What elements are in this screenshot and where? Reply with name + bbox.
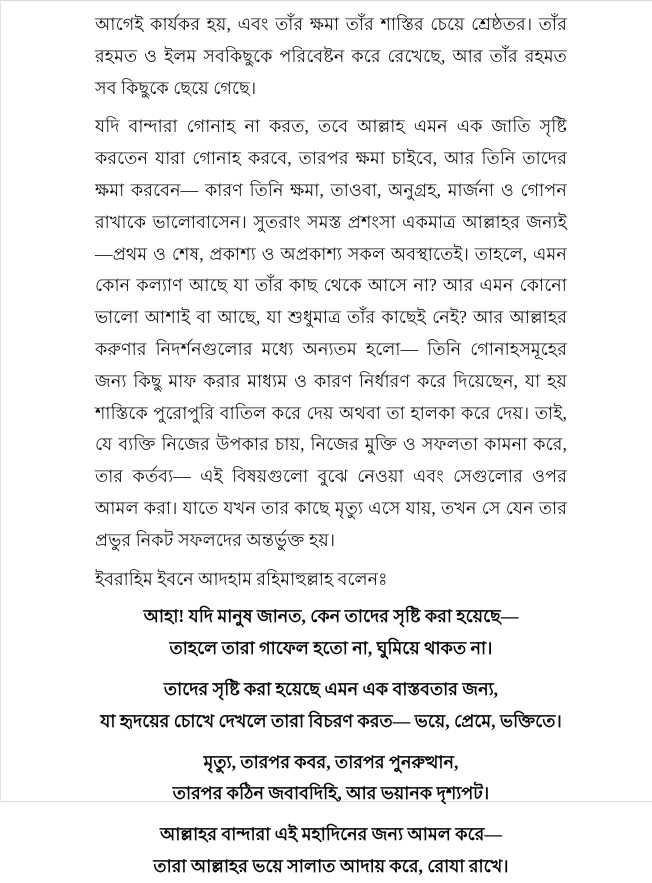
body-paragraph-1: আগেই কার্যকর হয়, এবং তাঁর ক্ষমা তাঁর শাস্তির চেয়ে শ্রেষ্ঠতর। তাঁর রহমত ও ইলম সবকিছুকে পরিবেষ্টন করে রেখেছে, আর তাঁর রহমত সব কিছুকে ছেয়ে গেছে। [95,14,567,98]
verse-stanza-4 [95,819,567,883]
verse-stanza-2 [95,674,567,738]
verse-line: আহা! যদি মানুষ জানত, কেন তাদের সৃষ্টি করা হয়েছে— [143,606,519,627]
verse-line: তারপর কঠিন জবাবদিহি, আর ভয়ানক দৃশ্যপট। [172,783,490,804]
verse-stanza-3 [95,747,567,811]
verse-line: তাদের সৃষ্টি করা হয়েছে এমন এক বাস্তবতার জন্য, [163,678,499,699]
verse-line: মৃত্যু, তারপর কবর, তারপর পুনরুত্থান, [203,751,459,772]
quote-attribution: ইবরাহিম ইবনে আদহাম রহিমাহুল্লাহ বলেনঃ [95,568,388,589]
verse-line: তাহলে তারা গাফেল হতো না, ঘুমিয়ে থাকত না। [169,638,493,659]
page-content [95,9,567,883]
body-paragraph-2: যদি বান্দারা গোনাহ না করত, তবে আল্লাহ এমন এক জাতি সৃষ্টি করতেন যারা গোনাহ করবে, তারপর ক্ষমা চাইবে, আর তিনি তাদের ক্ষমা করবেন— কারণ তিনি ক্ষমা, তাওবা, অনুগ্রহ, মার্জনা ও গোপন রাখাকে ভালোবাসেন। সুতরাং সমস্ত প্রশংসা একমাত্র আল্লাহর জন্যই—প্রথম ও শেষ, প্রকাশ্য ও অপ্রকাশ্য সকল অবস্থাতেই। তাহলে, এমন কোন কল্যাণ আছে যা তাঁর কাছ থেকে আসে না? আর এমন কোনো ভালো আশাই বা আছে, যা শুধুমাত্র তাঁর কাছেই নেই? আর আল্লাহর করুণার নিদর্শনগুলোর মধ্যে অন্যতম হলো— তিনি গোনাহসমূহের জন্য কিছু মাফ করার মাধ্যম ও কারণ নির্ধারণ করে দিয়েছেন, যা হয় শাস্তিকে পুরোপুরি বাতিল করে দেয় অথবা তা হালকা করে দেয়। তাই, যে ব্যক্তি নিজের উপকার চায়, নিজের মুক্তি ও সফলতা কামনা করে, তার কর্তব্য— এই বিষয়গুলো বুঝে নেওয়া এবং সেগুলোর ওপর আমল করা। যাতে যখন তার কাছে মৃত্যু এসে যায়, তখন সে যেন তার প্রভুর নিকট সফলদের অন্তর্ভুক্ত হয়। [95,116,567,550]
verse-stanza-1 [95,601,567,665]
verse-line: তারা আল্লাহর ভয়ে সালাত আদায় করে, রোযা রাখে। [153,855,509,876]
verse-line: যা হৃদয়ের চোখে দেখলে তারা বিচরণ করত— ভয়ে, প্রেমে, ভক্তিতে। [100,710,562,731]
verse-line: আল্লাহর বান্দারা এই মহাদিনের জন্য আমল করে— [160,824,502,845]
